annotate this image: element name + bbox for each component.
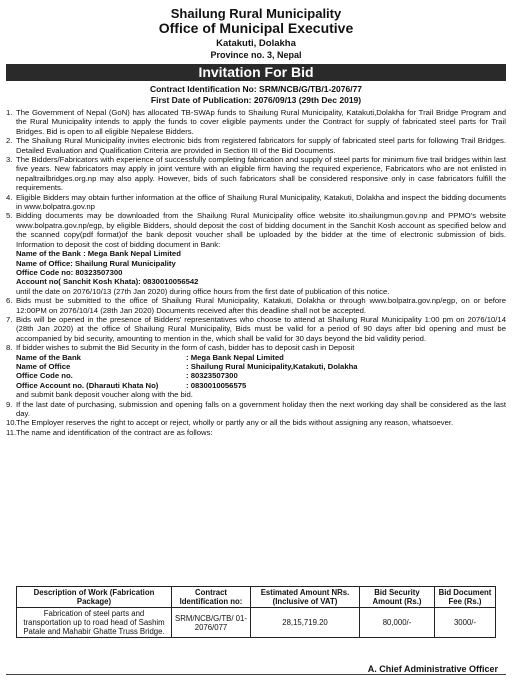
deposit-row: Office Code no. : 80323507300 bbox=[16, 371, 238, 381]
list-item: 5. Bidding documents may be downloaded from the Shailung Rural Municipality office website ito.shailungmun.gov.np and PPMO's website www.bolpatra.gov.np/egp, by eligible Bidders, should deposit the cost of bidding document in the Sanchit Kosh account as specified below and the scanned copy(pdf format)of the bank deposit voucher shall be uploaded by the bidder at the time of electronic submission of bids. Information to deposit the cost of bidding document in Bank: Name of the Bank : Mega Bank Nepal Limited Name of Office: Shailung Rural Municipality Office Code no: 80323507300 Account no( Sanchit Kosh Khata): 0830010056542 until the date on 2076/10/13 (27th Jan 2020) during office hours from the first date of publication of this notice. bbox=[6, 211, 506, 296]
col-bid-security: Bid Security Amount (Rs.) bbox=[360, 587, 435, 608]
col-contract-id: Contract Identification no: bbox=[172, 587, 251, 608]
list-item: 4. Eligible Bidders may obtain further information at the office of Shailung Rural Municipality, Katakuti, Dolakha and inspect the bidding documents in www.bolpatra.gov.np bbox=[6, 192, 506, 212]
invitation-banner: Invitation For Bid bbox=[6, 64, 506, 81]
cell-contract-id: SRM/NCB/G/TB/ 01-2076/077 bbox=[172, 608, 251, 638]
office-location: Katakuti, Dolakha bbox=[216, 38, 296, 49]
contract-table bbox=[16, 586, 496, 638]
bank-name-line: Name of the Bank : Mega Bank Nepal Limited bbox=[16, 249, 181, 259]
deposit-details bbox=[16, 353, 358, 391]
table-header-row bbox=[17, 587, 496, 608]
list-item: 11. The name and identification of the contract are as follows: bbox=[6, 427, 213, 437]
cell-estimated-amount: 28,15,719.20 bbox=[251, 608, 360, 638]
deposit-row: Name of the Bank : Mega Bank Nepal Limited bbox=[16, 352, 284, 362]
list-item: 1. The Government of Nepal (GoN) has allocated TB-SWAp funds to Shailung Rural Municipality, Katakuti,Dolakha for Trail Bridge Program and the Rural Municipality intends to apply the funds to cover eligible payments under the Contract for supply of fabricated steel parts for Trail Bridges. Bid is open to all eligible Nepalese Bidders. bbox=[6, 108, 506, 136]
table-row bbox=[17, 608, 496, 638]
office-name-line: Name of Office: Shailung Rural Municipality bbox=[16, 258, 176, 268]
list-item: 7. Bids will be opened in the presence of Bidders' representatives who choose to attend at Shailung Rural Municipality 1:00 pm on 2076/10/14 (28th Jan 2020) at the office of Shailung Rural Municipality, Bids must be valid for a period of 90 days after bid opening and must be accompanied by bid security, amounting to mention in the, which shall be valid for 30 days beyond the bid validity period. bbox=[6, 314, 506, 343]
office-name: Office of Municipal Executive bbox=[158, 20, 354, 36]
office-code-line: Office Code no: 80323507300 bbox=[16, 267, 123, 277]
list-item: 3. The Bidders/Fabricators with experience of successfully completing fabrication and supply of steel parts for minimum five trail bridges within last five years. New fabricators may apply in joint venture with an eligible firm having the required experience, Fabricators who are not enlisted in nepaltrailbridges.org.np may also apply. However, bids of such fabricators shall be considered responsive only in case fabricators fulfill the requirements. bbox=[6, 155, 506, 193]
deposit-row: Office Account no. (Dharauti Khata No) : 0830010056575 bbox=[16, 380, 247, 390]
col-description: Description of Work (Fabrication Package) bbox=[17, 587, 172, 608]
list-item: 9. If the last date of purchasing, submission and opening falls on a government holiday then the next working day shall be considered as the last day. bbox=[6, 399, 506, 418]
deposit-tail: and submit bank deposit voucher along with the bid. bbox=[16, 390, 193, 400]
col-estimated-amount: Estimated Amount NRs.(Inclusive of VAT) bbox=[251, 587, 360, 608]
municipality-name: Shailung Rural Municipality bbox=[170, 6, 342, 21]
publication-date: First Date of Publication: 2076/09/13 (29th Dec 2019) bbox=[150, 95, 362, 105]
bottom-rule bbox=[6, 674, 506, 675]
list-item: 8. If bidder wishes to submit the Bid Security in the form of cash, bidder has to deposit cash in Deposit Name of the Bank : Mega Bank Nepal Limited Name of Office : Shailung Rural Municipality,Katakuti, Dolakha Office Code no. : 80323507300 Office Account no. (Dharauti Khata No) : 0830010056575 and submit bank deposit voucher along with the bid. bbox=[6, 343, 506, 399]
cell-bid-security: 80,000/- bbox=[360, 608, 435, 638]
notice-body bbox=[6, 108, 506, 437]
contract-identification: Contract Identification No: SRM/NCB/G/TB/1-2076/77 bbox=[149, 84, 363, 94]
province-line: Province no. 3, Nepal bbox=[210, 50, 302, 60]
col-document-fee: Bid Document Fee (Rs.) bbox=[435, 587, 496, 608]
deadline-line: until the date on 2076/10/13 (27th Jan 2020) during office hours from the first date of publication of this notice. bbox=[16, 286, 390, 296]
list-item: 10. The Employer reserves the right to accept or reject, wholly or partly any or all the bids without assigning any reason, whatsoever. bbox=[6, 418, 454, 428]
cell-description: Fabrication of steel parts and transportation up to road head of Sashim Patale and Mahabir Ghatte Truss Bridge. bbox=[17, 608, 172, 638]
signatory: A. Chief Administrative Officer bbox=[367, 664, 498, 674]
account-line: Account no( Sanchit Kosh Khata): 0830010056542 bbox=[16, 277, 199, 287]
cell-document-fee: 3000/- bbox=[435, 608, 496, 638]
deposit-row: Name of Office : Shailung Rural Municipality,Katakuti, Dolakha bbox=[16, 361, 358, 371]
list-item: 6. Bids must be submitted to the office of Shailung Rural Municipality, Katakuti, Dolakha or through www.bolpatra.gov.np/egp, on or before 12:00PM on 2076/10/14 (28th Jan 2020) Documents received after this deadline shall not be accepted. bbox=[6, 296, 506, 315]
list-item: 2. The Shailung Rural Municipality invites electronic bids from registered fabricators for supply of fabricated steel parts for following Trail Bridges. Detailed Evaluation and Qualification Criteria are provided in Section III of the Bid Documents. bbox=[6, 136, 506, 155]
